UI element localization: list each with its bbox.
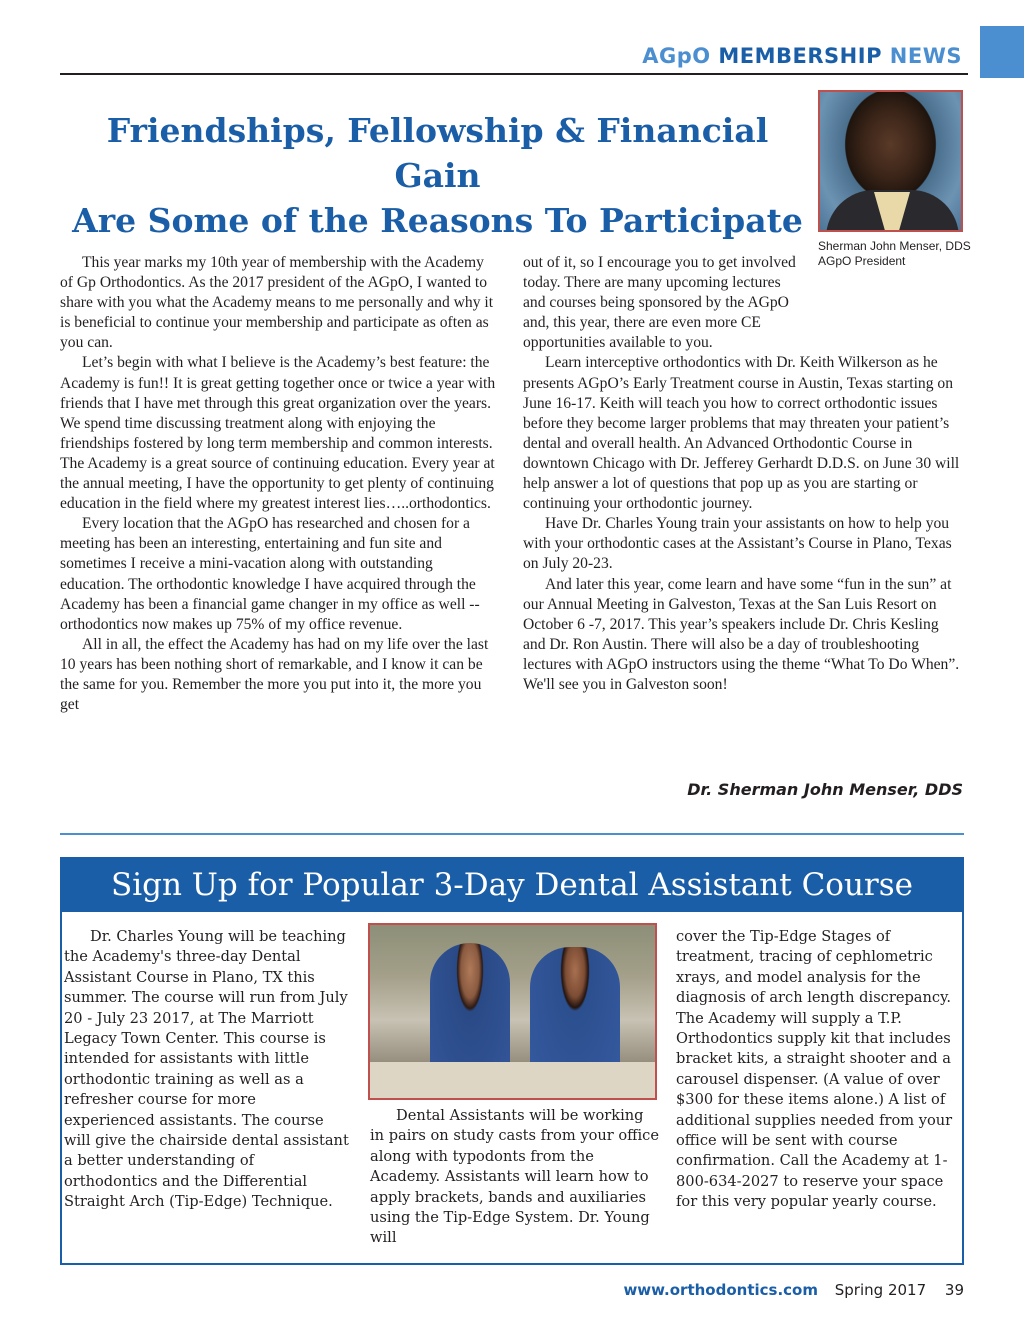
col1-paragraph-1: This year marks my 10th year of membership with the Academy of Gp Orthodontics. As the 2017 president of the AGpO, I wanted to share with you what the Academy means to me personally and why it is beneficial to continue your membership and participate as often as you can. bbox=[60, 254, 494, 352]
footer-issue: Spring 2017 bbox=[834, 1281, 927, 1299]
header-rule bbox=[60, 73, 968, 75]
course-col1-text: Dr. Charles Young will be teaching the Academy's three-day Dental Assistant Course in Plano, TX this summer. The course will run from July 20 - July 23 2017, at The Marriott Legacy Town Center. This course is intended for assistants with little orthodontic training as well as a refresher course for more experienced assistants. The course will give the chairside dental assistant a better understanding of orthodontics and the Differential Straight Arch (Tip-Edge) Technique. bbox=[64, 928, 349, 1211]
footer-page-number: 39 bbox=[944, 1281, 964, 1299]
course-column-2 bbox=[370, 1106, 660, 1249]
col2-continuation: out of it, so I encourage you to get involved today. There are many upcoming lectures and courses being sponsored by the AGpO and, this year, there are even more CE opportunities available to you. bbox=[523, 254, 796, 352]
section-main: MEMBERSHIP bbox=[718, 44, 882, 68]
caption-title: AGpO President bbox=[818, 254, 906, 268]
section-divider bbox=[60, 833, 964, 835]
col1-paragraph-4: All in all, the effect the Academy has had on my life over the last 10 years has been nothing short of remarkable, and I know it can be the same for you. Remember the more you put into it, the more you get bbox=[60, 635, 489, 714]
col2-paragraph-1: Learn interceptive orthodontics with Dr. Keith Wilkerson as he presents AGpO’s Early Treatment course in Austin, Texas starting on June 16-17. Keith will teach you how to correct orthodontic issues before they become larger problems that may threaten your patient’s dental and overall health. An Advanced Orthodontic Course in downtown Chicago with Dr. Jefferey Gerhardt D.D.S. on June 30 will help answer a lot of questions that pop up as you are starting or continuing your orthodontic journey. bbox=[523, 354, 960, 513]
workbench bbox=[370, 1062, 657, 1098]
course-column-1 bbox=[64, 927, 351, 1213]
article-headline bbox=[60, 108, 815, 243]
col2-paragraph-3: And later this year, come learn and have some “fun in the sun” at our Annual Meeting in Galveston, Texas at the San Luis Resort on October 6 -7, 2017. This year’s speakers include Dr. Chris Kesling and Dr. Ron Austin. There will also be a day of troubleshooting lectures with AGpO instructors using the theme “What To Do When”. We'll see you in Galveston soon! bbox=[523, 575, 960, 693]
section-header bbox=[642, 44, 962, 68]
article-column-2 bbox=[523, 253, 963, 695]
footer-url[interactable]: www.orthodontics.com bbox=[623, 1281, 818, 1299]
course-box-title: Sign Up for Popular 3-Day Dental Assistant Course bbox=[62, 859, 962, 912]
article-column-1 bbox=[60, 253, 500, 715]
caption-name: Sherman John Menser, DDS bbox=[818, 239, 971, 253]
col1-paragraph-2: Let’s begin with what I believe is the Academy’s best feature: the Academy is fun!! It is great getting together once or twice a year with friends that I have met through this great organization over the years. We spend time discussing treatment along with enjoying the friendships fostered by long term membership and common interests. The Academy is a great source of continuing education. Every year at the annual meeting, I have the opportunity to get plenty of continuing education in the field where my greatest interest lies…..orthodontics. bbox=[60, 354, 496, 513]
president-portrait bbox=[818, 90, 963, 232]
header-color-tab bbox=[980, 26, 1024, 78]
col1-paragraph-3: Every location that the AGpO has researched and chosen for a meeting has been an interesting, entertaining and fun site and sometimes I receive a mini-vacation along with outstanding education. The orthodontic knowledge I have acquired through the Academy has been a financial game changer in my office as well -- orthodontics now makes up 75% of my office revenue. bbox=[60, 515, 480, 633]
course-col3-text: cover the Tip-Edge Stages of treatment, tracing of cephlometric xrays, and model analysis for the diagnosis of arch length discrepancy. The Academy will supply a T.P. Orthodontics supply kit that includes bracket kits, a straight shooter and a carousel dispenser. (A value of over $300 for these items alone.) A list of additional supplies needed from your office will be sent with course confirmation. Call the Academy at 1-800-634-2027 to reserve your space for this very popular yearly course. bbox=[676, 928, 953, 1211]
author-signature: Dr. Sherman John Menser, DDS bbox=[687, 780, 963, 799]
page-footer bbox=[623, 1281, 964, 1299]
col2-paragraph-2: Have Dr. Charles Young train your assistants on how to help you with your orthodontic cases at the Assistant’s Course in Plano, Texas on July 20-23. bbox=[523, 515, 952, 573]
dental-assistants-photo bbox=[368, 923, 657, 1100]
headline-line-2: Are Some of the Reasons To Participate bbox=[72, 201, 803, 240]
course-col2-text: Dental Assistants will be working in pairs on study casts from your office along with typodonts from the Academy. Assistants will learn how to apply brackets, bands and auxiliaries using the Tip-Edge System. Dr. Young will bbox=[370, 1107, 659, 1247]
course-column-3 bbox=[676, 927, 963, 1213]
section-prefix: AGpO bbox=[642, 44, 711, 68]
headline-line-1: Friendships, Fellowship & Financial Gain bbox=[106, 111, 769, 195]
section-suffix: NEWS bbox=[889, 44, 962, 68]
